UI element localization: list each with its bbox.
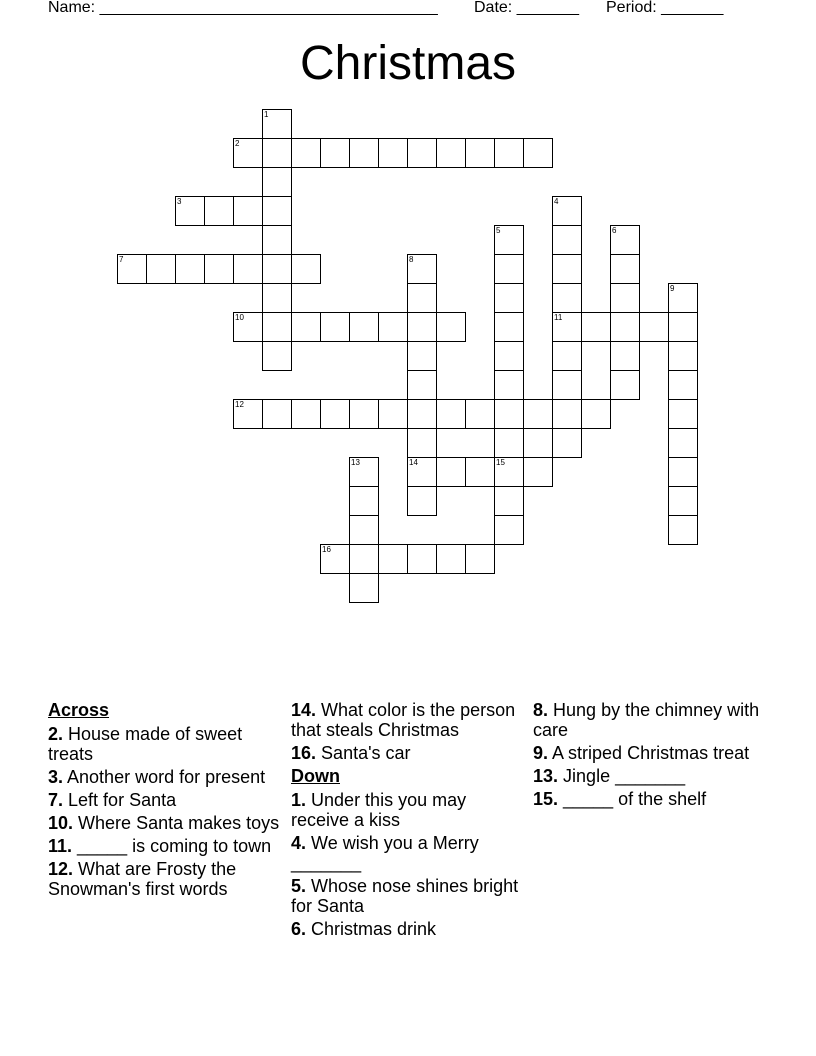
crossword-cell[interactable] — [320, 312, 350, 342]
clue-text: Another word for present — [67, 767, 266, 787]
clue-text: Under this you may receive a kiss — [291, 790, 467, 830]
clue-text: Whose nose shines bright for Santa — [291, 876, 519, 916]
clue-num: 3. — [48, 767, 64, 787]
crossword-cell[interactable] — [494, 312, 524, 342]
crossword-cell[interactable] — [639, 312, 669, 342]
crossword-cell[interactable] — [494, 486, 524, 516]
crossword-cell[interactable] — [146, 254, 176, 284]
crossword-cell[interactable] — [668, 341, 698, 371]
crossword-cell[interactable] — [262, 167, 292, 197]
clue-down — [533, 789, 765, 809]
clue-text: A striped Christmas treat — [552, 743, 750, 763]
crossword-cell[interactable] — [262, 399, 292, 429]
clue-text: Jingle _______ — [563, 766, 686, 786]
clue-number: 9 — [670, 284, 675, 293]
crossword-cell[interactable] — [407, 428, 437, 458]
clues-column-1 — [48, 700, 280, 902]
clue-num: 4. — [291, 833, 307, 853]
clue-number: 15 — [496, 458, 505, 467]
crossword-cell[interactable] — [610, 312, 640, 342]
crossword-cell[interactable] — [436, 399, 466, 429]
crossword-cell[interactable] — [494, 283, 524, 313]
crossword-cell[interactable] — [262, 312, 292, 342]
clue-number: 10 — [235, 313, 244, 322]
clue-text: What color is the person that steals Christmas — [291, 700, 516, 740]
crossword-cell[interactable] — [378, 544, 408, 574]
crossword-cell[interactable] — [291, 312, 321, 342]
crossword-cell[interactable] — [668, 428, 698, 458]
crossword-cell[interactable] — [262, 225, 292, 255]
clue-num: 6. — [291, 919, 307, 939]
clue-num: 7. — [48, 790, 64, 810]
crossword-cell[interactable] — [233, 196, 263, 226]
clue-number: 12 — [235, 400, 244, 409]
crossword-cell[interactable] — [523, 457, 553, 487]
crossword-cell[interactable] — [668, 515, 698, 545]
crossword-cell[interactable] — [262, 254, 292, 284]
crossword-cell[interactable] — [465, 138, 495, 168]
clue-text: _____ of the shelf — [563, 789, 707, 809]
crossword-cell[interactable] — [436, 457, 466, 487]
crossword-cell[interactable] — [204, 196, 234, 226]
crossword-cell[interactable] — [494, 370, 524, 400]
crossword-cell[interactable] — [523, 399, 553, 429]
clue-number: 5 — [496, 226, 501, 235]
crossword-cell[interactable] — [436, 138, 466, 168]
crossword-cell[interactable] — [552, 225, 582, 255]
crossword-cell[interactable] — [668, 312, 698, 342]
clue-down — [533, 743, 765, 763]
crossword-cell[interactable] — [494, 399, 524, 429]
crossword-cell[interactable] — [581, 312, 611, 342]
clue-num: 15. — [533, 789, 559, 809]
clue-num: 14. — [291, 700, 317, 720]
clue-down — [291, 919, 523, 939]
crossword-cell[interactable] — [610, 283, 640, 313]
crossword-cell[interactable] — [204, 254, 234, 284]
clue-number: 2 — [235, 139, 240, 148]
crossword-cell[interactable] — [668, 370, 698, 400]
crossword-cell[interactable] — [407, 283, 437, 313]
clue-across — [291, 700, 523, 740]
crossword-cell[interactable] — [552, 254, 582, 284]
crossword-cell[interactable] — [610, 370, 640, 400]
crossword-cell[interactable] — [494, 254, 524, 284]
crossword-cell[interactable] — [262, 196, 292, 226]
clue-number: 1 — [264, 110, 269, 119]
crossword-cell[interactable] — [291, 399, 321, 429]
clue-number: 4 — [554, 197, 559, 206]
clue-num: 8. — [533, 700, 549, 720]
clue-text: Hung by the chimney with care — [533, 700, 760, 740]
crossword-cell[interactable] — [523, 138, 553, 168]
period-field-label: Period: _______ — [606, 0, 724, 16]
crossword-cell[interactable] — [552, 283, 582, 313]
crossword-cell[interactable] — [552, 428, 582, 458]
crossword-cell[interactable] — [407, 370, 437, 400]
clue-num: 11. — [48, 836, 73, 856]
clue-text: Christmas drink — [311, 919, 437, 939]
clue-text: Where Santa makes toys — [78, 813, 280, 833]
clue-across — [48, 790, 280, 810]
crossword-cell[interactable] — [494, 515, 524, 545]
crossword-cell[interactable] — [494, 428, 524, 458]
crossword-cell[interactable] — [349, 515, 379, 545]
clue-num: 13. — [533, 766, 559, 786]
clue-text: We wish you a Merry _______ — [291, 833, 479, 873]
clue-number: 7 — [119, 255, 124, 264]
crossword-cell[interactable] — [349, 573, 379, 603]
clue-num: 5. — [291, 876, 307, 896]
crossword-cell[interactable] — [610, 341, 640, 371]
crossword-cell[interactable] — [407, 486, 437, 516]
clue-across — [48, 767, 280, 787]
name-field-label: Name: ______________________________________ — [48, 0, 438, 16]
clue-number: 13 — [351, 458, 360, 467]
clue-down — [533, 766, 765, 786]
crossword-cell[interactable] — [175, 254, 205, 284]
clue-across — [48, 836, 280, 856]
clue-across — [48, 859, 280, 899]
clue-num: 16. — [291, 743, 317, 763]
crossword-cell[interactable] — [349, 312, 379, 342]
clue-number: 14 — [409, 458, 418, 467]
crossword-cell[interactable] — [320, 399, 350, 429]
crossword-cell[interactable] — [465, 544, 495, 574]
crossword-cell[interactable] — [262, 138, 292, 168]
clue-text: What are Frosty the Snowman's first words — [48, 859, 237, 899]
crossword-cell[interactable] — [291, 138, 321, 168]
crossword-cell[interactable] — [378, 312, 408, 342]
crossword-cell[interactable] — [494, 341, 524, 371]
crossword-cell[interactable] — [349, 399, 379, 429]
crossword-cell[interactable] — [552, 341, 582, 371]
crossword-cell[interactable] — [407, 312, 437, 342]
clue-number: 11 — [554, 313, 563, 322]
crossword-cell[interactable] — [552, 370, 582, 400]
crossword-cell[interactable] — [262, 341, 292, 371]
crossword-cell[interactable] — [407, 341, 437, 371]
clue-text: House made of sweet treats — [48, 724, 243, 764]
crossword-cell[interactable] — [668, 399, 698, 429]
crossword-cell[interactable] — [378, 138, 408, 168]
clue-text: Left for Santa — [68, 790, 177, 810]
page-title: Christmas — [299, 37, 517, 90]
down-heading: Down — [291, 766, 340, 786]
clue-num: 9. — [533, 743, 549, 763]
clues-column-3 — [533, 700, 765, 812]
clue-num: 2. — [48, 724, 64, 744]
crossword-cell[interactable] — [262, 283, 292, 313]
crossword-cell[interactable] — [668, 486, 698, 516]
clue-num: 1. — [291, 790, 307, 810]
clue-across — [291, 743, 523, 763]
crossword-cell[interactable] — [552, 399, 582, 429]
crossword-cell[interactable] — [581, 399, 611, 429]
crossword-cell[interactable] — [407, 399, 437, 429]
crossword-cell[interactable] — [494, 138, 524, 168]
crossword-cell[interactable] — [668, 457, 698, 487]
across-heading: Across — [48, 700, 110, 720]
clue-text: _____ is coming to town — [77, 836, 272, 856]
crossword-cell[interactable] — [436, 312, 466, 342]
crossword-cell[interactable] — [349, 486, 379, 516]
crossword-cell[interactable] — [436, 544, 466, 574]
clue-number: 3 — [177, 197, 182, 206]
clue-down — [291, 790, 523, 830]
clue-number: 8 — [409, 255, 414, 264]
crossword-cell[interactable] — [465, 399, 495, 429]
clue-number: 16 — [322, 545, 331, 554]
crossword-cell[interactable] — [233, 254, 263, 284]
crossword-cell[interactable] — [378, 399, 408, 429]
crossword-cell[interactable] — [320, 138, 350, 168]
clue-across — [48, 813, 280, 833]
clue-text: Santa's car — [321, 743, 411, 763]
date-field-label: Date: _______ — [474, 0, 579, 16]
clue-down — [533, 700, 765, 740]
clue-down — [291, 833, 523, 873]
crossword-cell[interactable] — [610, 254, 640, 284]
crossword-cell[interactable] — [465, 457, 495, 487]
crossword-cell[interactable] — [349, 138, 379, 168]
crossword-cell[interactable] — [407, 138, 437, 168]
clue-number: 6 — [612, 226, 617, 235]
clue-across — [48, 724, 280, 764]
clue-num: 10. — [48, 813, 74, 833]
clues-column-2 — [291, 700, 523, 942]
crossword-cell[interactable] — [291, 254, 321, 284]
clue-down — [291, 876, 523, 916]
crossword-cell[interactable] — [407, 544, 437, 574]
clue-num: 12. — [48, 859, 74, 879]
crossword-cell[interactable] — [349, 544, 379, 574]
